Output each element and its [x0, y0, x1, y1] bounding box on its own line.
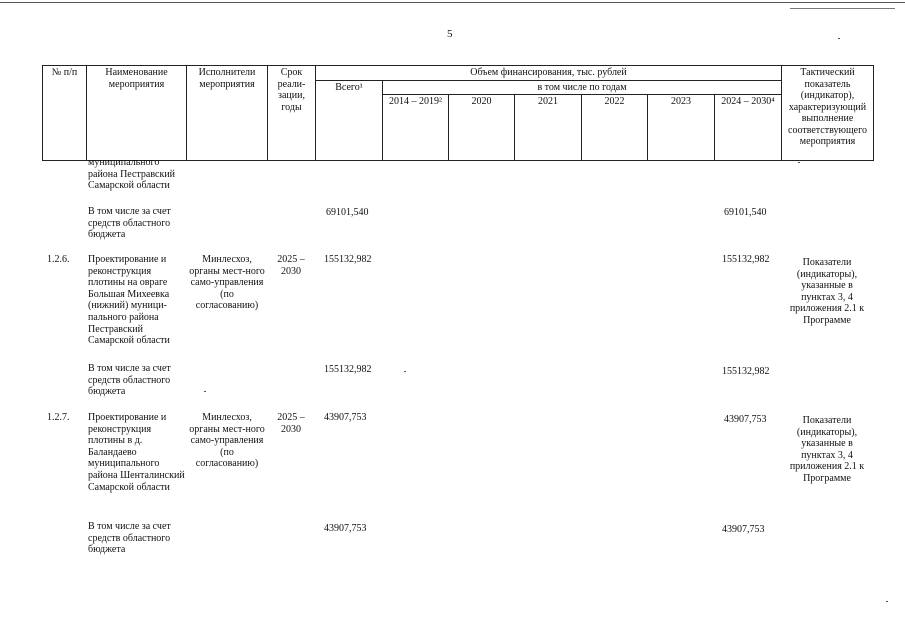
row-indicator: Показатели (индикаторы), указанные в пунктах 3, 4 приложения 2.1 к Программе [789, 415, 865, 484]
row-total: 155132,982 [324, 254, 372, 265]
row-name: В том числе за счет средств областного бюджета [88, 363, 171, 398]
row-executors: Минлесхоз, органы мест-ного само-управления (по согласованию) [189, 254, 265, 312]
row-2024-2030: 69101,540 [724, 207, 767, 218]
row-name: В том числе за счет средств областного бюджета [88, 521, 171, 556]
scan-speck [886, 601, 888, 602]
row-indicator: Показатели (индикаторы), указанные в пунктах 3, 4 приложения 2.1 к Программе [789, 257, 865, 326]
row-executors: Минлесхоз, органы мест-ного само-управления (по согласованию) [189, 412, 265, 470]
header-name: Наименование мероприятия [87, 66, 187, 161]
scan-speck [404, 371, 406, 372]
header-by-years: в том числе по годам [383, 80, 782, 95]
header-year-2020: 2020 [449, 95, 515, 161]
row-num: 1.2.7. [47, 412, 70, 423]
scan-speck [204, 391, 206, 392]
row-2024-2030: 43907,753 [724, 414, 767, 425]
row-total: 43907,753 [324, 412, 367, 423]
row-2024-2030: 155132,982 [722, 254, 770, 265]
row-2024-2030: 43907,753 [722, 524, 765, 535]
header-year-2023: 2023 [648, 95, 715, 161]
header-year-2021: 2021 [515, 95, 582, 161]
page-number: 5 [447, 28, 453, 40]
row-num: 1.2.6. [47, 254, 70, 265]
row-name: муниципального района Пестравский Самарской области [88, 157, 176, 192]
header-period: Срок реали-зации, годы [268, 66, 316, 161]
row-name: В том числе за счет средств областного бюджета [88, 206, 171, 241]
row-period: 2025 – 2030 [277, 254, 305, 277]
row-2024-2030: 155132,982 [722, 366, 770, 377]
header-year-2024-2030: 2024 – 2030⁴ [715, 95, 782, 161]
header-year-2022: 2022 [582, 95, 648, 161]
header-year-2014-2019: 2014 – 2019² [383, 95, 449, 161]
funding-table-header [42, 65, 874, 161]
row-name: Проектирование и реконструкция плотины на овраге Большая Михеевка (нижний) муници-пального района Пестравский Самарской области [88, 254, 170, 347]
header-num: № п/п [43, 66, 87, 161]
page-top-rule-right [790, 8, 895, 9]
scan-speck [798, 162, 800, 163]
header-funding: Объем финансирования, тыс. рублей [316, 66, 782, 81]
row-total: 155132,982 [324, 364, 372, 375]
row-total: 43907,753 [324, 523, 367, 534]
page-top-rule [0, 2, 905, 3]
row-period: 2025 – 2030 [277, 412, 305, 435]
header-executors: Исполнители мероприятия [187, 66, 268, 161]
header-indicator: Тактический показатель (индикатор), характеризующий выполнение соответствующего мероприятия [782, 66, 874, 161]
header-total: Всего¹ [316, 80, 383, 161]
scan-speck [838, 38, 840, 39]
row-name: Проектирование и реконструкция плотины в д. Баландаево муниципального района Шенталинский Самарской области [88, 412, 185, 493]
row-total: 69101,540 [326, 207, 369, 218]
